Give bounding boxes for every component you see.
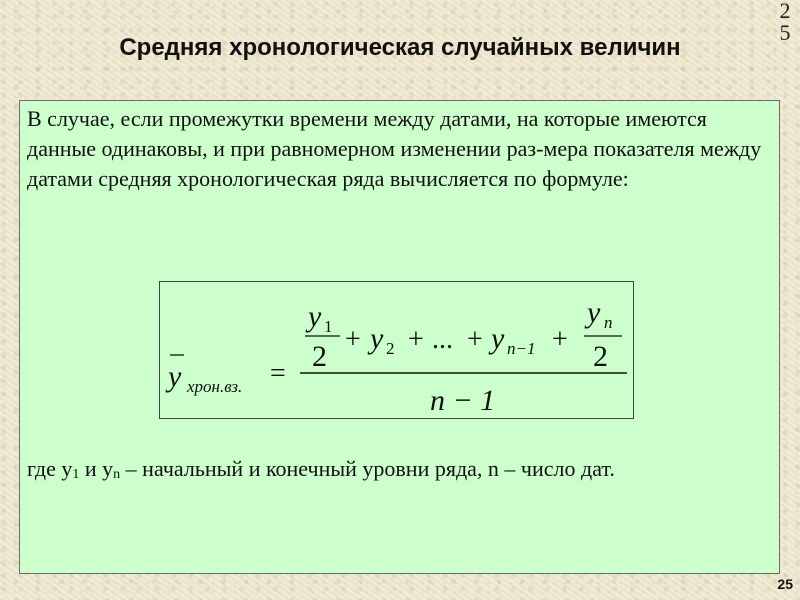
equals-sign: =: [270, 358, 286, 389]
plus-sign-2: +: [408, 324, 424, 355]
denominator-2-b: 2: [593, 340, 608, 373]
corner-slide-number: 25: [779, 0, 791, 45]
numerator-y1-subscript: 1: [324, 317, 333, 336]
main-denominator: n − 1: [430, 384, 496, 417]
ellipsis: ...: [432, 324, 453, 355]
formula: [160, 282, 635, 420]
footnote-suffix: – начальный и конечный уровни ряда, n – число дат.: [120, 456, 615, 481]
footnote-sub-n: n: [113, 467, 121, 482]
intro-paragraph: В случае, если промежутки времени между датами, на которые имеются данные одинаковы, и при равномерном изменении раз-мера показателя между датами средняя хронологическая ряда вычисляется по формуле:: [27, 106, 762, 191]
footnote: [27, 454, 772, 490]
lhs-subscript: хрон.вз.: [187, 377, 243, 396]
term-yn-minus-1: y: [491, 322, 505, 355]
numerator-yn: y: [587, 296, 601, 329]
plus-sign-1: +: [345, 324, 361, 355]
denominator-2-a: 2: [312, 340, 327, 373]
term-y2-subscript: 2: [386, 339, 395, 358]
numerator-yn-subscript: n: [604, 313, 613, 332]
footnote-sub-1: 1: [72, 467, 80, 482]
footnote-prefix: где y: [27, 456, 73, 481]
content-box: [19, 100, 780, 574]
formula-box: [159, 281, 634, 419]
term-y2: y: [370, 322, 384, 355]
slide-title: Средняя хронологическая случайных величин: [119, 34, 681, 61]
numerator-y1: y: [308, 300, 322, 333]
footnote-mid: и y: [79, 456, 114, 481]
plus-sign-4: +: [552, 324, 568, 355]
plus-sign-3: +: [467, 324, 483, 355]
term-yn-minus-1-subscript: n−1: [507, 339, 536, 358]
page-number: 25: [777, 576, 793, 592]
lhs-variable: y: [168, 360, 182, 393]
